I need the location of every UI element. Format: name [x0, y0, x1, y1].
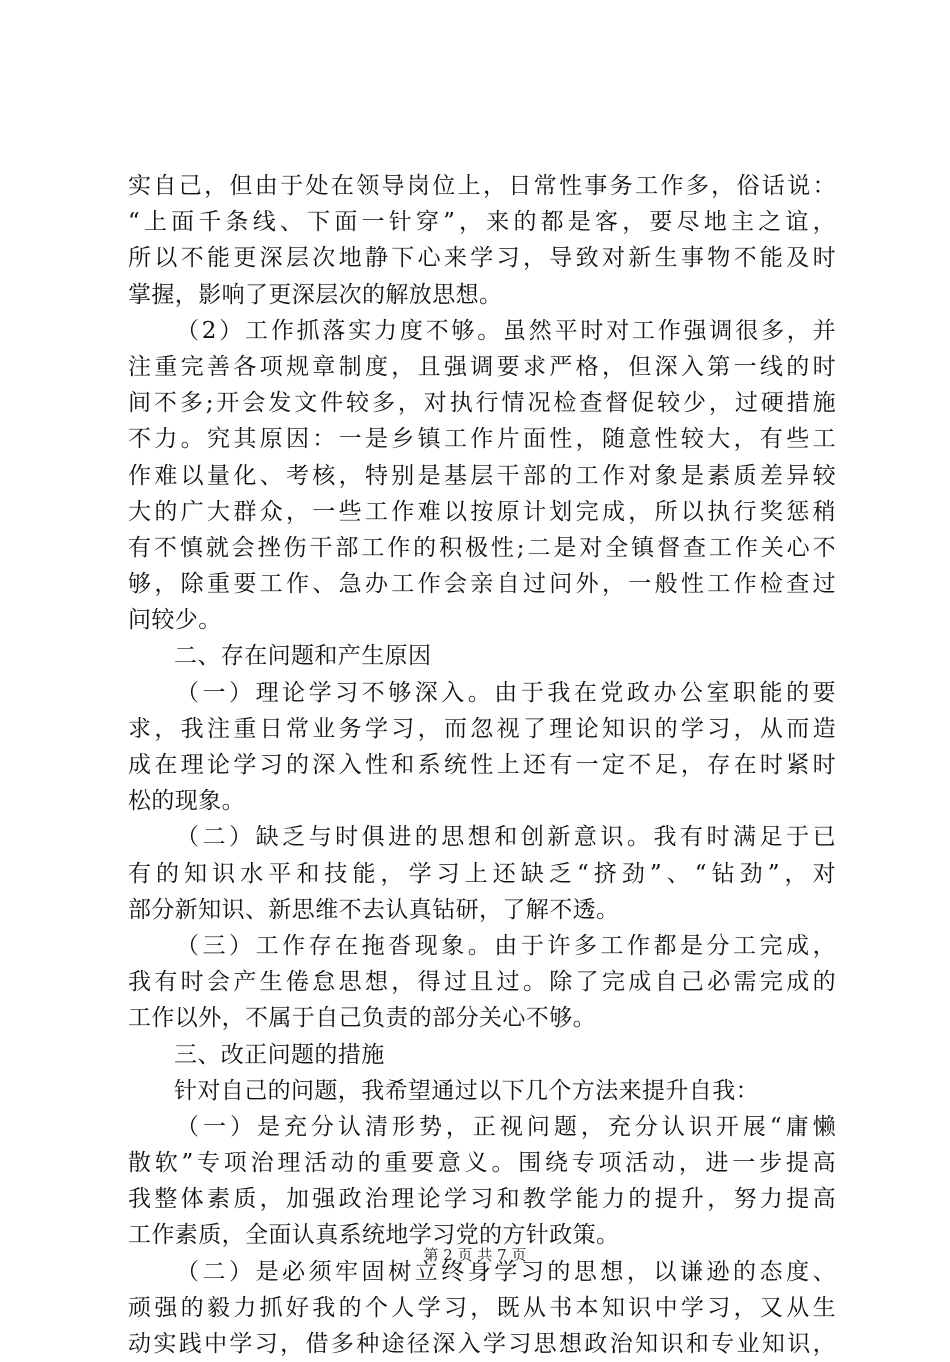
- text-line: 动实践中学习，借多种途径深入学习思想政治知识和专业知识，: [128, 1331, 836, 1357]
- text-line: 所以不能更深层次地静下心来学习，导致对新生事物不能及时: [128, 245, 836, 272]
- text-line: 够，除重要工作、急办工作会亲自过问外，一般性工作检查过: [128, 571, 836, 598]
- section-heading: 二、存在问题和产生原因: [174, 643, 432, 670]
- text-line: 有的知识水平和技能，学习上还缺乏“挤劲”、“钻劲”，对: [128, 860, 836, 887]
- text-line: 松的现象。: [128, 788, 245, 815]
- text-line: 部分新知识、新思维不去认真钻研，了解不透。: [128, 896, 620, 923]
- text-line: 我整体素质，加强政治理论学习和教学能力的提升，努力提高: [128, 1186, 836, 1213]
- text-line: （二）是必须牢固树立终身学习的思想，以谦逊的态度、: [176, 1258, 836, 1285]
- text-line: （一）是充分认清形势，正视问题，充分认识开展“庸懒: [176, 1113, 836, 1140]
- text-line: （2）工作抓落实力度不够。虽然平时对工作强调很多，并: [176, 317, 836, 344]
- page-number-footer: 第 2 页 共 7 页: [423, 1246, 527, 1264]
- text-line: 散软”专项治理活动的重要意义。围绕专项活动，进一步提高: [128, 1150, 836, 1177]
- text-line: 掌握，影响了更深层次的解放思想。: [128, 281, 503, 308]
- text-line: 工作以外，不属于自己负责的部分关心不够。: [128, 1005, 596, 1032]
- text-line: 求，我注重日常业务学习，而忽视了理论知识的学习，从而造: [128, 715, 836, 742]
- text-line: 实自己，但由于处在领导岗位上，日常性事务工作多，俗话说：: [128, 173, 836, 199]
- text-line: （三）工作存在拖沓现象。由于许多工作都是分工完成，: [176, 932, 836, 959]
- text-line: （一）理论学习不够深入。由于我在党政办公室职能的要: [176, 679, 836, 706]
- text-line: 间不多;开会发文件较多，对执行情况检查督促较少，过硬措施: [128, 390, 836, 417]
- text-line: 大的广大群众，一些工作难以按原计划完成，所以执行奖惩稍: [128, 498, 836, 525]
- text-line: 问较少。: [128, 607, 222, 634]
- text-line: 针对自己的问题，我希望通过以下几个方法来提升自我：: [174, 1077, 759, 1104]
- text-line: 作难以量化、考核，特别是基层干部的工作对象是素质差异较: [128, 462, 836, 489]
- document-body: [128, 168, 836, 1362]
- text-line: 有不慎就会挫伤干部工作的积极性;二是对全镇督查工作关心不: [128, 534, 836, 561]
- text-line: （二）缺乏与时俱进的思想和创新意识。我有时满足于已: [176, 824, 836, 851]
- text-line: 注重完善各项规章制度，且强调要求严格，但深入第一线的时: [128, 353, 836, 380]
- text-line: 不力。究其原因：一是乡镇工作片面性，随意性较大，有些工: [128, 426, 836, 453]
- text-line: 顽强的毅力抓好我的个人学习，既从书本知识中学习，又从生: [128, 1294, 836, 1321]
- text-line: 工作素质，全面认真系统地学习党的方针政策。: [128, 1222, 620, 1249]
- section-heading: 三、改正问题的措施: [174, 1041, 385, 1068]
- text-line: “上面千条线、下面一针穿”，来的都是客，要尽地主之谊，: [128, 209, 836, 236]
- text-line: 成在理论学习的深入性和系统性上还有一定不足，存在时紧时: [128, 752, 836, 778]
- text-line: 我有时会产生倦怠思想，得过且过。除了完成自己必需完成的: [128, 969, 836, 996]
